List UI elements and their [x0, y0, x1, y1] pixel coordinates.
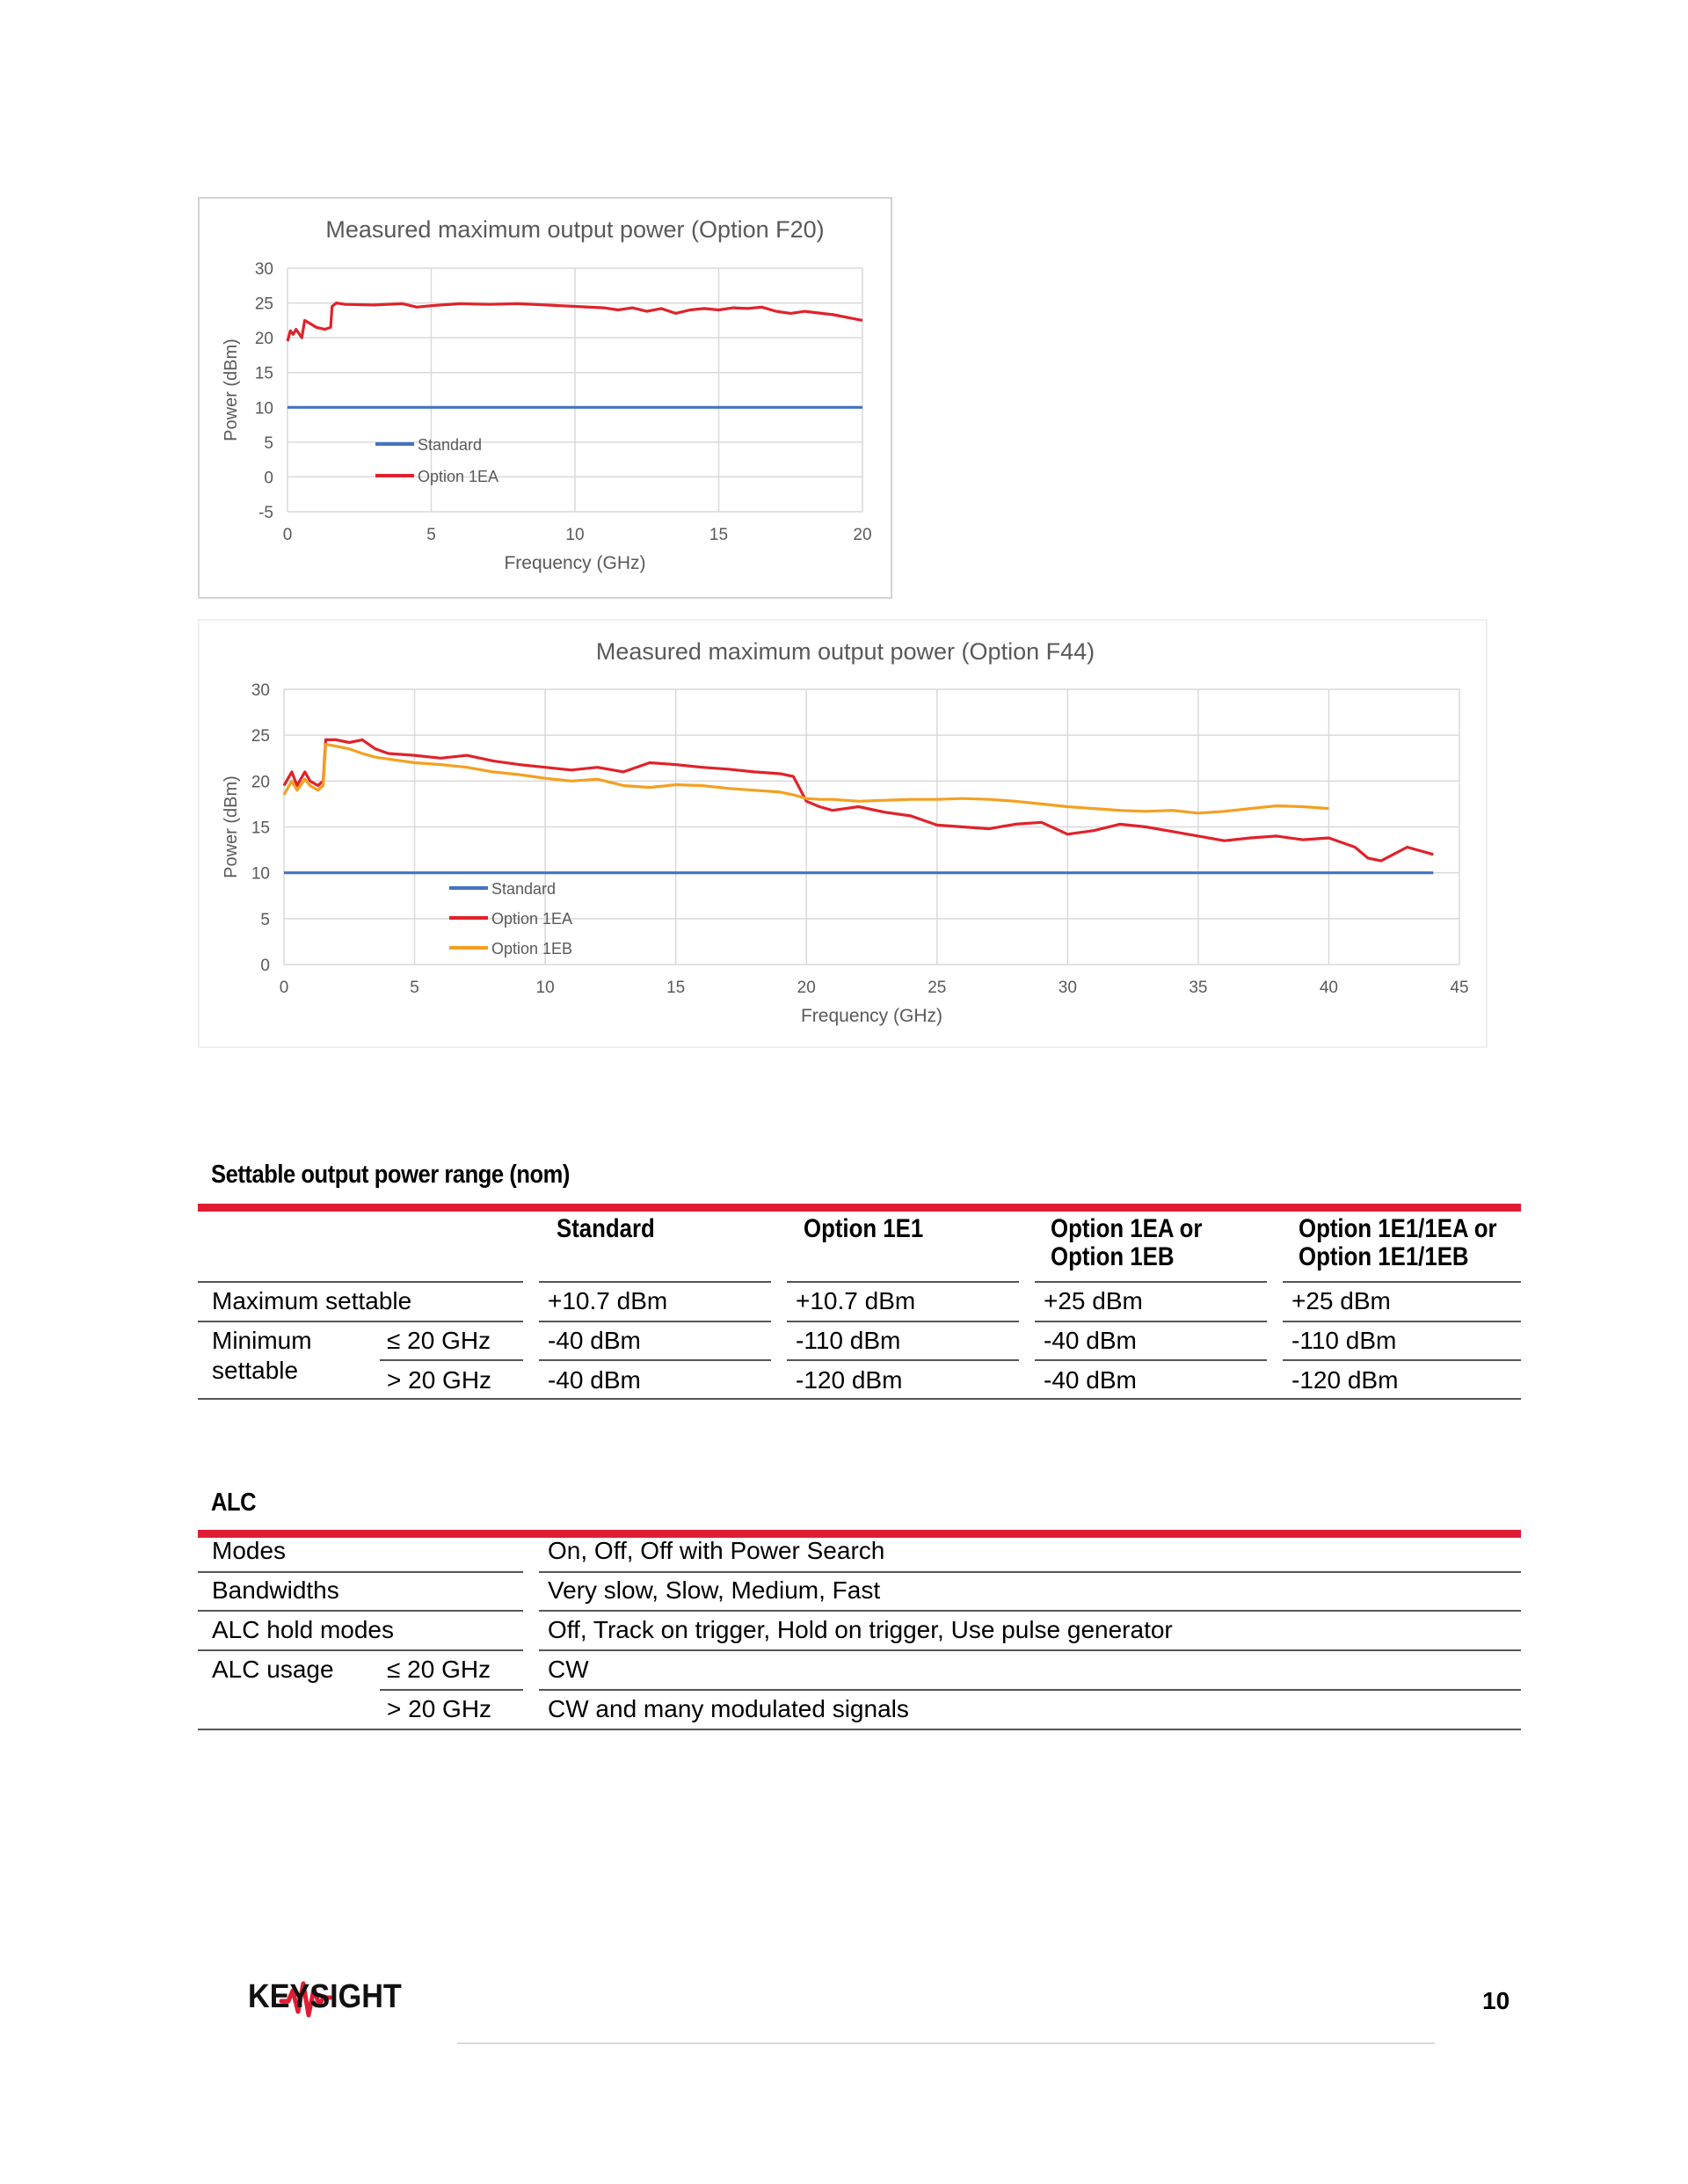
alc-bandwidths-label: Bandwidths — [212, 1576, 339, 1604]
row-divider — [539, 1359, 771, 1361]
alc-usage-sub-low: ≤ 20 GHz — [387, 1656, 491, 1683]
x-tick-label: 35 — [1189, 979, 1208, 997]
keysight-brand: KEYSIGHT — [248, 1978, 402, 2015]
x-tick-label: 15 — [709, 526, 729, 544]
row-divider — [198, 1321, 523, 1322]
row-divider — [380, 1689, 523, 1691]
row-min-high-standard: -40 dBm — [548, 1366, 641, 1394]
alc-modes-label: Modes — [212, 1537, 287, 1564]
alc-usage-low-value: CW — [548, 1656, 589, 1683]
row-divider — [539, 1649, 1521, 1651]
y-tick-label: 0 — [260, 957, 270, 975]
row-divider — [1035, 1321, 1267, 1322]
x-tick-label: 15 — [666, 979, 686, 997]
x-tick-label: 0 — [279, 979, 289, 997]
x-axis-label: Frequency (GHz) — [800, 1006, 943, 1026]
y-tick-label: 30 — [251, 681, 270, 700]
row-min-low-1e1-1ea: -110 dBm — [1291, 1327, 1397, 1354]
y-tick-label: 0 — [264, 469, 273, 488]
y-tick-label: 10 — [251, 864, 270, 884]
legend-label: Standard — [418, 436, 483, 454]
legend-label: Option 1EA — [491, 910, 573, 928]
page-number: 10 — [1482, 1987, 1510, 2014]
y-tick-label: 20 — [254, 330, 273, 349]
x-tick-label: 0 — [282, 526, 293, 544]
row-min-low-1e1: -110 dBm — [796, 1327, 901, 1354]
alc-hold-modes-value: Off, Track on trigger, Hold on trigger, Use pulse generator — [548, 1616, 1173, 1643]
x-tick-label: 20 — [797, 979, 816, 997]
header-option-1ea-1eb: Option 1EA or Option 1EB — [1051, 1214, 1203, 1271]
y-tick-label: 25 — [251, 727, 270, 746]
header-divider — [1035, 1281, 1267, 1283]
y-tick-label: 15 — [254, 364, 273, 383]
alc-usage-sub-high: > 20 GHz — [387, 1695, 492, 1722]
header-divider — [1283, 1281, 1521, 1283]
x-tick-label: 20 — [853, 526, 872, 544]
row-divider — [1283, 1321, 1521, 1322]
header-standard: Standard — [557, 1214, 655, 1243]
row-max-standard: +10.7 dBm — [548, 1287, 668, 1314]
row-max-1e1: +10.7 dBm — [796, 1287, 916, 1314]
power-table-rule — [198, 1204, 1521, 1212]
chart-title: Measured maximum output power (Option F20) — [325, 216, 825, 243]
header-divider — [539, 1281, 771, 1283]
row-divider — [539, 1689, 1521, 1691]
row-divider — [198, 1610, 523, 1612]
x-tick-label: 10 — [565, 526, 585, 544]
row-divider — [787, 1359, 1019, 1361]
row-max-1ea: +25 dBm — [1044, 1287, 1143, 1314]
row-divider — [539, 1571, 1521, 1573]
y-tick-label: 5 — [260, 910, 270, 929]
y-tick-label: 10 — [254, 399, 273, 419]
row-divider — [198, 1571, 523, 1573]
row-min-high-1e1-1ea: -120 dBm — [1291, 1366, 1399, 1394]
alc-modes-value: On, Off, Off with Power Search — [548, 1537, 885, 1564]
x-tick-label: 5 — [410, 979, 419, 997]
table-bottom-rule — [198, 1398, 1521, 1400]
chart-f20 — [198, 197, 892, 599]
row-divider — [380, 1359, 523, 1361]
x-tick-label: 25 — [928, 979, 947, 997]
row-divider — [787, 1321, 1019, 1322]
row-max-1e1-1ea: +25 dBm — [1291, 1287, 1391, 1314]
y-axis-label: Power (dBm) — [222, 339, 241, 441]
y-tick-label: 20 — [251, 773, 270, 792]
row-divider — [1035, 1359, 1267, 1361]
alc-usage-high-value: CW and many modulated signals — [548, 1695, 909, 1722]
y-tick-label: -5 — [258, 504, 273, 522]
row-min-high-1e1: -120 dBm — [796, 1366, 903, 1394]
y-tick-label: 30 — [254, 260, 273, 279]
row-min-low-standard: -40 dBm — [548, 1327, 641, 1354]
header-option-1e1-1ea: Option 1E1/1EA or Option 1E1/1EB — [1299, 1214, 1497, 1271]
x-tick-label: 45 — [1450, 979, 1469, 997]
chart-f44-svg — [200, 621, 1486, 1046]
row-divider — [1283, 1359, 1521, 1361]
row-divider — [539, 1321, 771, 1322]
header-divider — [787, 1281, 1019, 1283]
chart-f20-svg — [200, 199, 891, 597]
x-tick-label: 30 — [1058, 979, 1077, 997]
row-min-low-1ea: -40 dBm — [1044, 1327, 1137, 1354]
header-divider — [198, 1281, 523, 1283]
legend-label: Option 1EB — [491, 940, 573, 957]
x-tick-label: 5 — [426, 526, 436, 544]
row-max-label: Maximum settable — [212, 1287, 412, 1314]
y-tick-label: 25 — [254, 295, 273, 314]
x-tick-label: 40 — [1319, 979, 1339, 997]
y-tick-label: 15 — [251, 819, 270, 838]
alc-bandwidths-value: Very slow, Slow, Medium, Fast — [548, 1576, 881, 1604]
footer-divider — [457, 2042, 1435, 2044]
header-option-1e1: Option 1E1 — [804, 1214, 924, 1243]
y-axis-label: Power (dBm) — [222, 775, 241, 878]
legend-label: Standard — [491, 880, 557, 898]
alc-hold-modes-label: ALC hold modes — [212, 1616, 395, 1643]
row-divider — [539, 1610, 1521, 1612]
alc-usage-label: ALC usage — [212, 1656, 334, 1683]
row-min-sub-high: > 20 GHz — [387, 1366, 492, 1394]
power-table-title: Settable output power range (nom) — [211, 1161, 570, 1189]
alc-table-title: ALC — [211, 1489, 257, 1517]
legend-label: Option 1EA — [418, 468, 499, 485]
row-min-label-2: settable — [212, 1357, 299, 1384]
x-tick-label: 10 — [535, 979, 555, 997]
alc-bottom-rule — [198, 1729, 1521, 1730]
x-axis-label: Frequency (GHz) — [504, 553, 646, 573]
row-min-label: Minimum — [212, 1327, 312, 1354]
chart-title: Measured maximum output power (Option F44) — [595, 638, 1095, 665]
row-min-high-1ea: -40 dBm — [1044, 1366, 1137, 1394]
y-tick-label: 5 — [264, 433, 273, 453]
row-min-sub-low: ≤ 20 GHz — [387, 1327, 491, 1354]
chart-f44 — [198, 619, 1488, 1048]
row-divider — [198, 1649, 523, 1651]
